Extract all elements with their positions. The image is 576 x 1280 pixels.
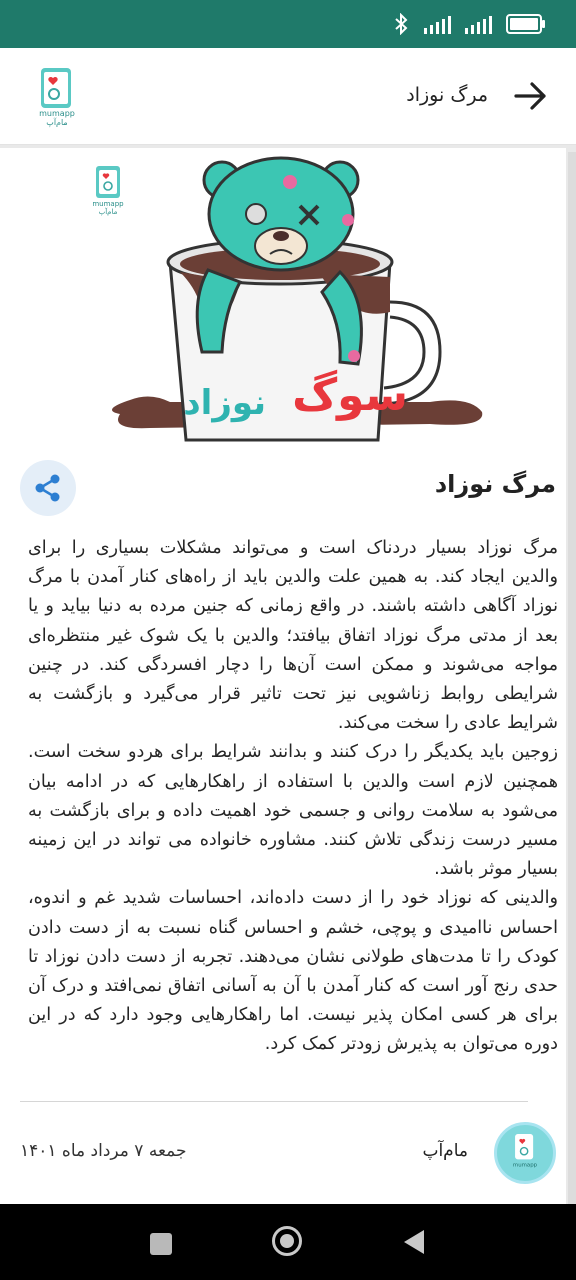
app-bar (0, 48, 576, 145)
status-bar (0, 0, 576, 48)
arrow-right-icon[interactable] (512, 78, 548, 114)
share-icon (33, 473, 63, 503)
signal-icon (465, 14, 492, 34)
app-logo[interactable] (36, 66, 78, 128)
page-title: مرگ نوزاد (406, 84, 488, 106)
bluetooth-icon (392, 13, 410, 35)
article-paragraph: والدینی که نوزاد خود را از دست داده‌اند، احساسات شدید غم و اندوه، احساس ناامیدی و پوچی، خشم و احساس گناه نسبت به از دست دادن کودک را تا مدت‌های طولانی نشان می‌دهند. تجربه از دست دادن نوزاد تا حدی رنج آور است که کنار آمدن با آن به آسانی اتفاق نمی‌افتد و درک آن برای هر کسی امکان پذیر نیست. اما راهکارهایی وجود دارد که در این دوره می‌توان به پذیرش زودتر کمک کرد. (28, 888, 558, 1055)
author-avatar[interactable] (494, 1122, 556, 1184)
post-date: جمعه ۷ مرداد ماه ۱۴۰۱ (20, 1141, 187, 1161)
back-icon[interactable] (404, 1230, 424, 1254)
hero-logo (92, 166, 124, 216)
svg-text:mumapp: mumapp (39, 109, 75, 118)
home-icon[interactable] (272, 1226, 302, 1256)
author-name[interactable]: مام‌آپ (422, 1141, 468, 1161)
battery-icon (506, 14, 542, 34)
share-button[interactable] (20, 460, 76, 516)
article-paragraph: مرگ نوزاد بسیار دردناک است و می‌تواند مشکلات بسیاری را برای والدین ایجاد کند. به همین علت والدین باید از راه‌های کنار آمدن با مرگ نوزاد آگاهی داشته باشند. در واقع زمانی که جنین مرده به دنیا بیاید و یا بعد از مدتی مرگ نوزاد اتفاق بیافتد؛ والدین با یک شوک غیر منتظره‌ای مواجه می‌شوند و ممکن است آن‌ها را دچار افسردگی کند. در چنین شرایطی روابط زناشویی نیز تحت تاثیر قرار می‌گیرد و بازگشت به شرایط عادی را سخت می‌کند. (28, 538, 558, 734)
divider (20, 1101, 528, 1102)
svg-text:نوزاد: نوزاد (183, 383, 266, 423)
svg-text:mumapp: mumapp (512, 1162, 538, 1169)
scrollbar[interactable] (568, 152, 576, 1204)
svg-text:سوگ: سوگ (292, 370, 408, 421)
svg-text:مام‌آپ: مام‌آپ (46, 118, 68, 127)
recent-apps-icon[interactable] (150, 1233, 172, 1255)
article-paragraph: زوجین باید یکدیگر را درک کنند و بدانند شرایط برای هردو سخت است. همچنین لازم است والدین با استفاده از راهکارهایی که در ادامه بیان می‌شود به سلامت روانی و جسمی خود اهمیت داده و برای بازگشت به مسیر درست زندگی تلاش کنند. مشاوره خانواده می تواند در این زمینه بسیار موثر باشد. (28, 742, 558, 880)
status-icons (392, 12, 542, 36)
svg-text:مام‌آپ: مام‌آپ (98, 208, 118, 216)
hero-illustration (90, 152, 486, 442)
article-title: مرگ نوزاد (434, 470, 556, 498)
svg-text:mumapp: mumapp (92, 200, 124, 208)
article-body (28, 534, 558, 1060)
signal-icon (424, 14, 451, 34)
